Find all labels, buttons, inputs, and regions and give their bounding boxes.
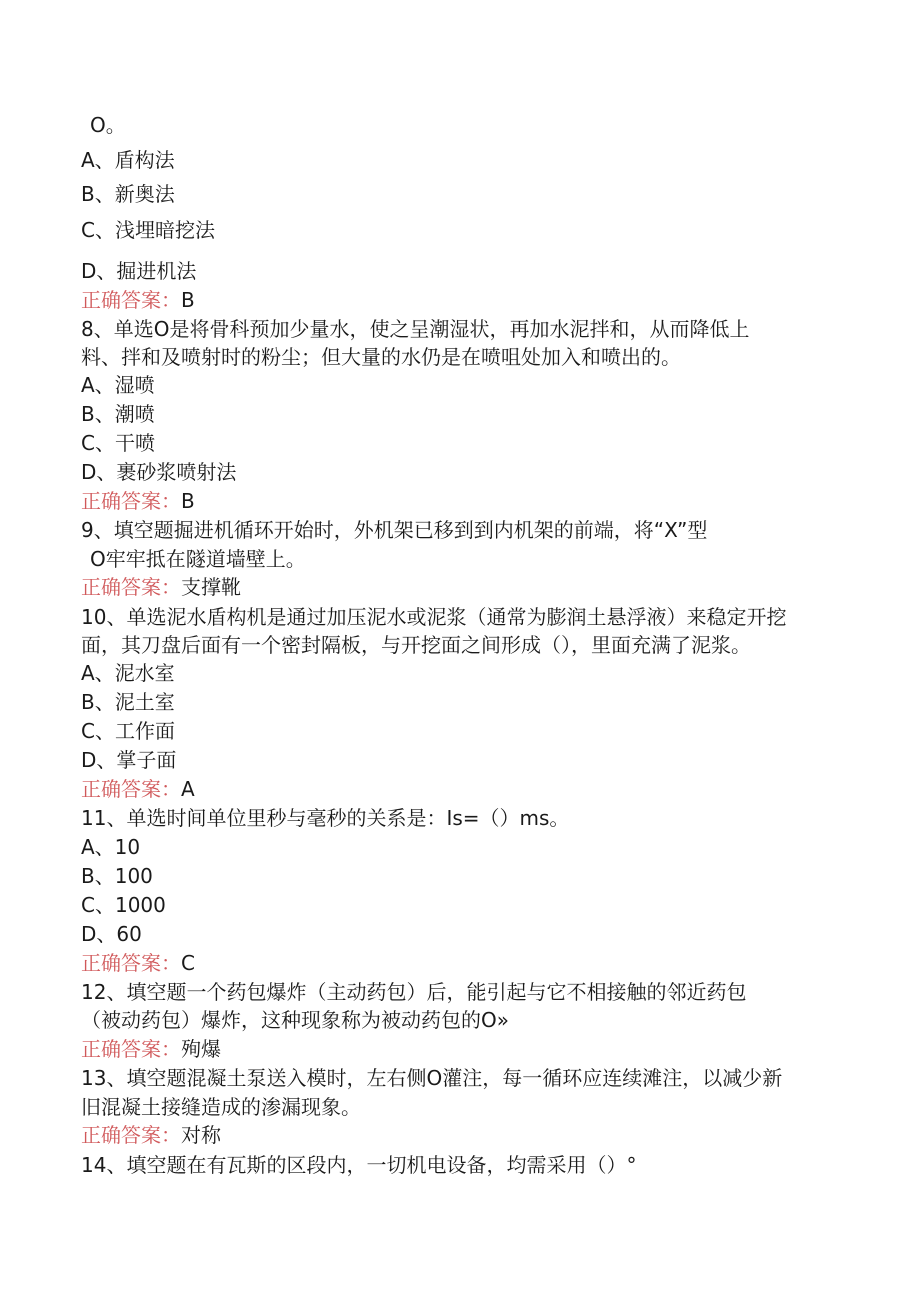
answer-label: 正确答案： bbox=[81, 288, 181, 312]
text-line: 面，其刀盘后面有一个密封隔板，与开挖面之间形成（），里面充满了泥浆。 bbox=[81, 633, 751, 657]
answer-value: A bbox=[181, 777, 195, 801]
answer-line bbox=[81, 574, 241, 600]
answer-value: 对称 bbox=[181, 1123, 221, 1147]
answer-label: 正确答案： bbox=[81, 1037, 181, 1061]
answer-value: B bbox=[181, 288, 195, 312]
text-line: 12、填空题一个药包爆炸（主动药包）后，能引起与它不相接触的邻近药包 bbox=[81, 980, 747, 1004]
text-line: B、新奥法 bbox=[81, 182, 175, 206]
answer-label: 正确答案： bbox=[81, 489, 181, 513]
text-line: B、100 bbox=[81, 864, 153, 888]
answer-line bbox=[81, 776, 195, 802]
answer-label: 正确答案： bbox=[81, 1123, 181, 1147]
text-line: C、1000 bbox=[81, 893, 166, 917]
text-line: 14、填空题在有瓦斯的区段内，一切机电设备，均需采用（）° bbox=[81, 1153, 637, 1177]
text-line: A、湿喷 bbox=[81, 373, 155, 397]
text-line: O牢牢抵在隧道墙壁上。 bbox=[90, 547, 306, 571]
answer-line bbox=[81, 1122, 221, 1148]
answer-value: C bbox=[181, 951, 195, 975]
text-line: B、潮喷 bbox=[81, 402, 155, 426]
text-line: C、工作面 bbox=[81, 719, 175, 743]
text-line: 8、单选O是将骨科预加少量水，使之呈潮湿状，再加水泥拌和，从而降低上 bbox=[81, 317, 750, 341]
text-line: 9、填空题掘进机循环开始时，外机架已移到到内机架的前端，将“X”型 bbox=[81, 518, 708, 542]
text-line: D、60 bbox=[81, 922, 142, 946]
text-line: 旧混凝土接缝造成的渗漏现象。 bbox=[81, 1095, 361, 1119]
answer-line bbox=[81, 1036, 221, 1062]
text-line: D、裹砂浆喷射法 bbox=[81, 460, 237, 484]
answer-line bbox=[81, 950, 195, 976]
text-line: A、泥水室 bbox=[81, 661, 175, 685]
text-line: （被动药包）爆炸，这种现象称为被动药包的O» bbox=[81, 1008, 509, 1032]
text-line: 料、拌和及喷射时的粉尘；但大量的水仍是在喷咀处加入和喷出的。 bbox=[81, 345, 681, 369]
answer-label: 正确答案： bbox=[81, 575, 181, 599]
answer-value: 支撑靴 bbox=[181, 575, 241, 599]
text-line: A、盾构法 bbox=[81, 148, 175, 172]
text-line: D、掌子面 bbox=[81, 748, 177, 772]
text-line: 10、单选泥水盾构机是通过加压泥水或泥浆（通常为膨润土悬浮液）来稳定开挖 bbox=[81, 605, 787, 629]
text-line: 13、填空题混凝土泵送入模时，左右侧O灌注，每一循环应连续滩注，以减少新 bbox=[81, 1066, 783, 1090]
text-line: O。 bbox=[90, 113, 126, 137]
answer-value: 殉爆 bbox=[181, 1037, 221, 1061]
text-line: D、掘进机法 bbox=[81, 259, 197, 283]
text-line: A、10 bbox=[81, 835, 141, 859]
text-line: B、泥土室 bbox=[81, 690, 175, 714]
text-line: C、干喷 bbox=[81, 431, 155, 455]
answer-line bbox=[81, 488, 195, 514]
text-line: 11、单选时间单位里秒与毫秒的关系是：Is=（）ms。 bbox=[81, 806, 570, 830]
answer-line bbox=[81, 287, 195, 313]
text-line: C、浅埋暗挖法 bbox=[81, 218, 215, 242]
answer-value: B bbox=[181, 489, 195, 513]
answer-label: 正确答案： bbox=[81, 951, 181, 975]
answer-label: 正确答案： bbox=[81, 777, 181, 801]
